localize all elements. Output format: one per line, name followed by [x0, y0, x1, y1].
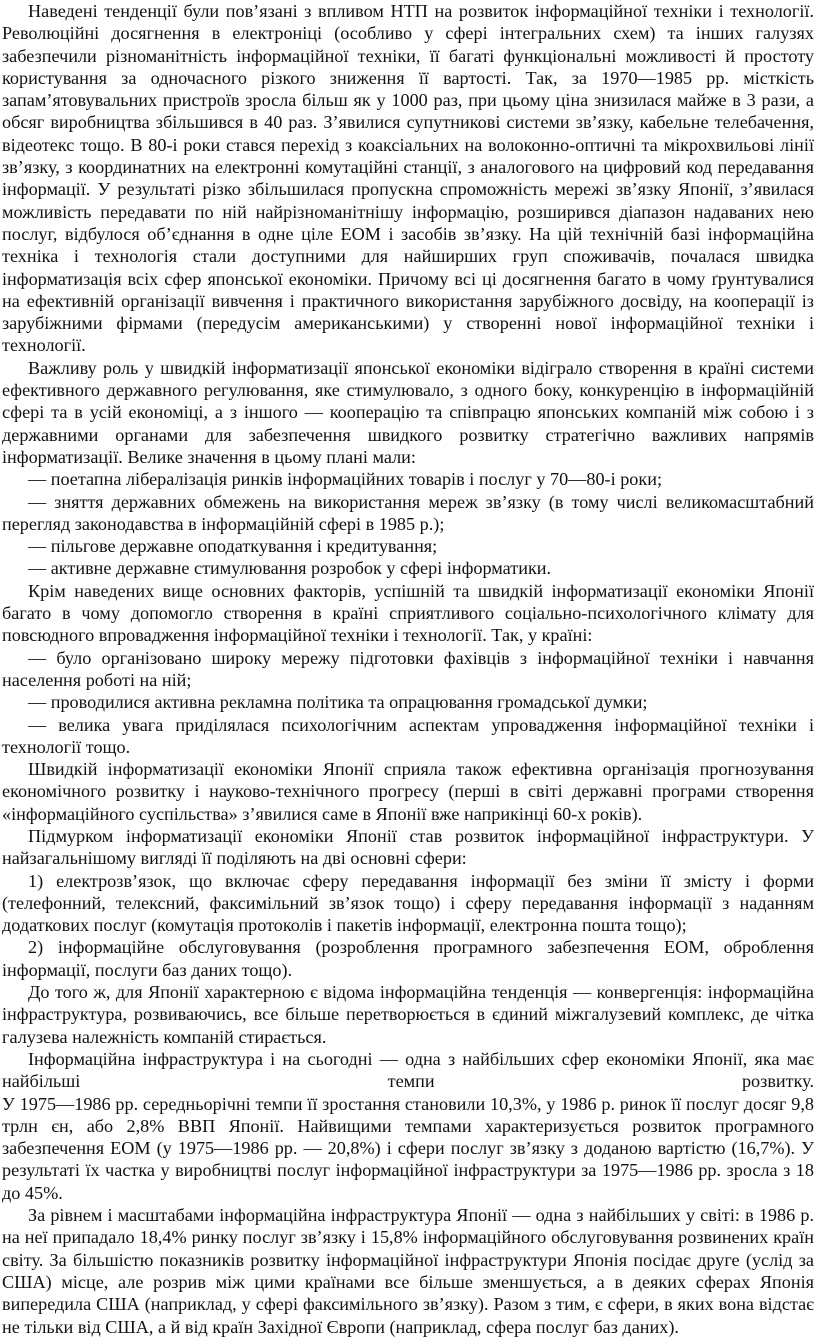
list-item-stimulation: — активне державне стимулювання розробок у сфері інформатики. [28, 558, 552, 579]
numbered-item-2: 2) інформаційне обслуговування (розроблення програмного забезпечення ЕОМ, оброблення інформації, послуги баз даних тощо). [2, 937, 814, 980]
paragraph-9: За рівнем і масштабами інформаційна інфраструктура Японії — одна з найбільших у світі: в 1986 р. на неї припадало 18,4% ринку послуг зв’язку і 15,8% інформаційного обслуговування розвинених країн світу. За більшістю показників розвитку інформаційної інфраструктури Японія посідає друге (услід за США) місце, але розрив між цими країнами все більше зменшується, а в деяких сферах Японія випередила США (наприклад, у сфері факсимільного зв’язку). Разом з тим, є сфери, в яких вона відстає не тільки від США, а й від країн Західної Європи (наприклад, сфера послуг баз даних). [2, 1205, 814, 1337]
list-item-training: — було організовано широку мережу підготовки фахівців з інформаційної техніки і навчання населення роботі на ній; [2, 647, 814, 690]
list-item-liberalization: — поетапна лібералізація ринків інформаційних товарів і послуг у 70—80-і роки; [28, 469, 663, 490]
list-item-psychology: — велика увага приділялася психологічним аспектам упровадження інформаційної техніки і технології тощо. [2, 714, 814, 757]
list-item-restrictions: — зняття державних обмежень на використання мереж зв’язку (в тому числі великомасштабний перегляд законодавства в інформаційній сфері в 1985 р.); [2, 491, 814, 534]
list-item-advertising: — проводилися активна рекламна політика та опрацювання громадської думки; [28, 692, 648, 713]
paragraph-4: Швидкій інформатизації економіки Японії сприяла також ефективна організація прогнозування економічного розвитку і науково-технічного прогресу (перші в світі державні програми створення «інформаційного суспільства» з’явилися саме в Японії вже наприкінці 60-х років). [2, 759, 814, 824]
list-item-taxation: — пільгове державне оподаткування і кредитування; [28, 536, 438, 557]
paragraph-5: Підмурком інформатизації економіки Японії став розвиток інформаційної інфраструктури. У найзагальнішому вигляді її поділяють на дві основні сфери: [2, 825, 814, 869]
paragraph-6: До того ж, для Японії характерною є відома інформаційна тенденція — конвергенція: інформаційна інфраструктура, розвиваючись, все більше перетворюється в єдиний міжгалузевий комплекс, де чітка галузева належність компаній стирається. [2, 982, 814, 1047]
paragraph-1: Наведені тенденції були пов’язані з впливом НТП на розвиток інформаційної техніки і технології. Революційні досягнення в електроніці (особливо у сфері інтегральних схем) та інших галузях забезпечили різноманітність інформаційної техніки, її багаті функціональні можливості й простоту користування за одночасного різкого зниження її вартості. Так, за 1970—1985 рр. місткість запам’ятовувальних пристроїв зросла більш як у 1000 раз, при цьому ціна знизилася майже в 3 рази, а обсяг виробництва збільшився в 40 раз. З’явилися супутникові системи зв’язку, кабельне телебачення, відеотекс тощо. В 80-і роки стався перехід з коаксіальних на волоконно-оптичні та мікрохвильові лінії зв’язку, з координатних на електронні комутаційні станції, з аналогового на цифровий код передавання інформації. У результаті різко збільшилася пропускна спроможність мережі зв’язку Японії, з’явилася можливість передавати по ній найрізноманітнішу інформацію, розширився діапазон надаваних нею послуг, відбулося об’єднання в одне ціле ЕОМ і засобів зв’язку. На цій технічній базі інформаційна техніка і технологія стали доступними для найширших груп споживачів, почалася швидка інформатизація всіх сфер японської економіки. Причому всі ці досягнення багато в чому ґрунтувалися на ефективній організації вивчення і практичного використання зарубіжного досвіду, на кооперації із зарубіжними фірмами (передусім американськими) у створенні нової інформаційної техніки і технології. [2, 1, 814, 356]
numbered-item-1: 1) електрозв’язок, що включає сферу передавання інформації без зміни її змісту і форми (телефонний, телексний, факсимільний зв’язок тощо) і сферу передавання інформації з наданням додаткових послуг (комутація протоколів і пакетів інформації, електронна пошта тощо); [2, 870, 814, 936]
paragraph-7: Інформаційна інфраструктура і на сьогодні — одна з найбільших сфер економіки Японії, яка має найбільші темпи розвитку. [2, 1048, 814, 1092]
paragraph-8: У 1975—1986 рр. середньорічні темпи її зростання становили 10,3%, у 1986 р. ринок її послуг досяг 9,8 трлн єн, або 2,8% ВВП Японії. Найвищими темпами характеризується розвиток програмного забезпечення ЕОМ (у 1975—1986 рр. — 20,8%) і сфери послуг зв’язку з доданою вартістю (16,7%). У результаті їх частка у виробництві послуг інформаційної інфраструктури за 1975—1986 рр. зросла з 18 до 45%. [2, 1093, 814, 1203]
paragraph-3: Крім наведених вище основних факторів, успішній та швидкій інформатизації економіки Японії багато в чому допомогло створення в країні сприятливого соціально-психологічного клімату для повсюдного впровадження інформаційної техніки і технології. Так, у країні: [2, 580, 814, 646]
paragraph-2: Важливу роль у швидкій інформатизації японської економіки відіграло створення в країні системи ефективного державного регулювання, яке стимулювало, з одного боку, конкуренцію в інформаційній сфері та в усій економіці, а з іншого — кооперацію та співпрацю японських компаній між собою і з державними органами для забезпечення швидкого розвитку стратегічно важливих напрямів інформатизації. Велике значення в цьому плані мали: [2, 357, 814, 467]
